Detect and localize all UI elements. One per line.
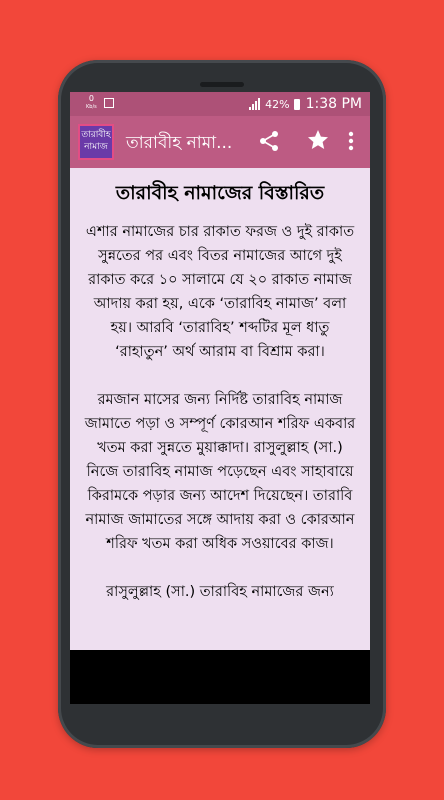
more-vert-icon[interactable]	[344, 130, 358, 152]
app-title: তারাবীহ নামা...	[126, 133, 233, 153]
share-icon[interactable]	[258, 130, 280, 152]
image-notification-icon	[104, 98, 114, 108]
star-icon[interactable]	[306, 128, 330, 152]
signal-icon	[249, 98, 261, 110]
device-screen	[70, 92, 370, 704]
network-speed	[86, 95, 97, 111]
status-bar	[70, 92, 370, 116]
article-paragraph: রাসুলুল্লাহ (সা.) তারাবিহ নামাজের জন্য	[106, 584, 334, 600]
speed-value: 0	[88, 94, 94, 103]
navigation-bar	[70, 650, 370, 704]
phone-speaker	[200, 82, 244, 87]
article-heading: তারাবীহ নামাজের বিস্তারিত	[115, 182, 325, 204]
app-bar	[70, 116, 370, 168]
battery-percent: 42%	[265, 97, 290, 111]
clock: 1:38 PM	[305, 96, 362, 112]
article-paragraph: এশার নামাজের চার রাকাত ফরজ ও দুই রাকাত সুন্নতের পর এবং বিতর নামাজের আগে দুই রাকাত করে ১০ সালামে যে ২০ রাকাত নামাজ আদায় করা হয়, একে ‘তারাবিহ নামাজ’ বলা হয়। আরবি ‘তারাবিহ’ শব্দটির মূল ধাতু ‘রাহাতুন’ অর্থ আরাম বা বিশ্রাম করা।	[85, 224, 355, 360]
article-content	[70, 168, 370, 650]
article-paragraph: রমজান মাসের জন্য নির্দিষ্ট তারাবিহ নামাজ জামাতে পড়া ও সম্পূর্ণ কোরআন শরিফ একবার খতম করা সুন্নতে মুয়াক্কাদা। রাসুলুল্লাহ (সা.) নিজে তারাবিহ নামাজ পড়েছেন এবং সাহাবায়ে কিরামকে পড়ার জন্য আদেশ দিয়েছেন। তারাবি নামাজ জামাতের সঙ্গে আদায় করা ও কোরআন শরিফ খতম করা অধিক সওয়াবের কাজ।	[84, 392, 356, 552]
app-logo: তারাবীহ নামাজ	[78, 124, 114, 160]
speed-unit: Kb/s	[86, 104, 97, 110]
battery-icon	[294, 99, 300, 110]
